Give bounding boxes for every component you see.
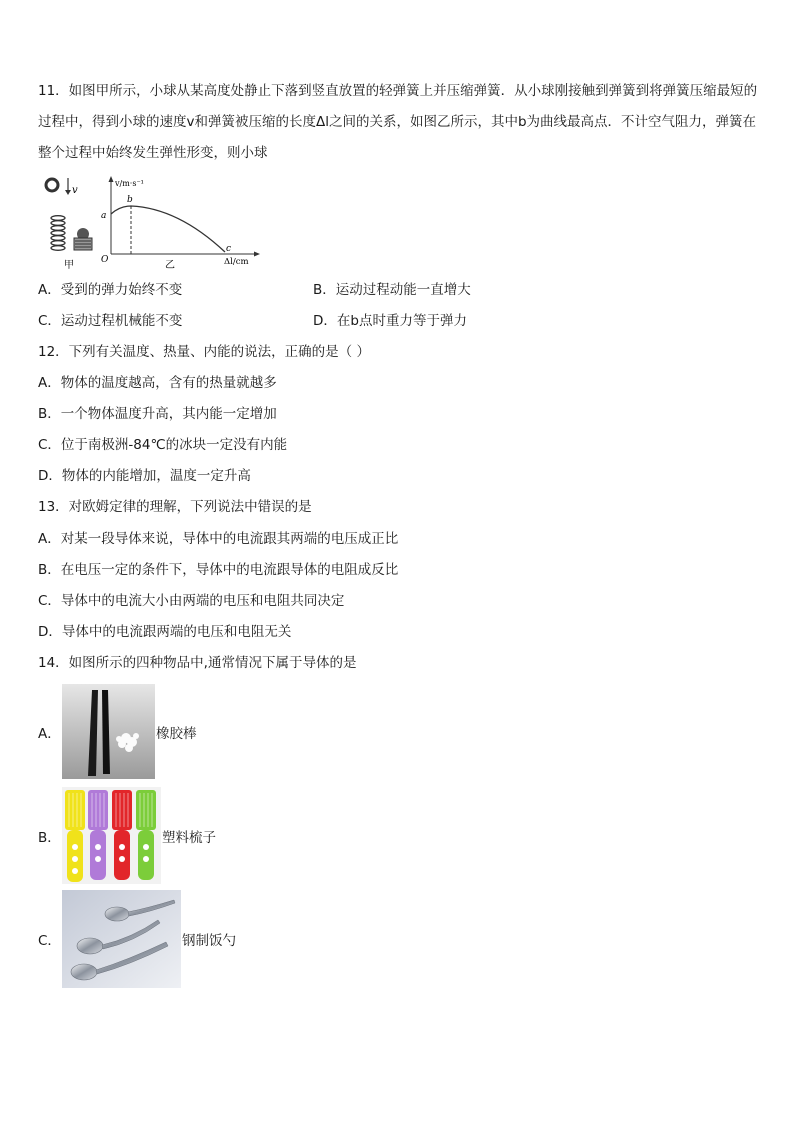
y-axis-label: v/m·s⁻¹ xyxy=(115,179,144,188)
option-a-label: A． xyxy=(38,725,61,742)
question-13-option-d: D．导体中的电流跟两端的电压和电阻无关 xyxy=(38,624,292,640)
question-11-option-a: A．受到的弹力始终不变 xyxy=(38,282,183,298)
question-13-option-a: A．对某一段导体来说，导体中的电流跟其两端的电压成正比 xyxy=(38,531,399,547)
spoon-bowl-2 xyxy=(71,964,97,980)
question-12-option-c: C．位于南极洲-84℃的冰块一定没有内能 xyxy=(38,437,288,453)
falling-ball xyxy=(46,179,58,191)
question-12-option-d: D．物体的内能增加，温度一定升高 xyxy=(38,468,251,484)
spring-coils xyxy=(51,216,65,251)
question-14-option-c xyxy=(38,890,236,988)
option-c-label: C． xyxy=(38,933,61,949)
figure-yi-graph xyxy=(101,176,260,271)
steel-spoon-image xyxy=(62,890,181,988)
point-a-label: a xyxy=(101,211,107,221)
origin-label: O xyxy=(101,255,109,265)
caption-yi: 乙 xyxy=(165,260,175,271)
question-12-option-b: B．一个物体温度升高，其内能一定增加 xyxy=(38,406,277,422)
option-b-label: B． xyxy=(38,829,61,846)
question-11-stem: 11．如图甲所示，小球从某高度处静止下落到竖直放置的轻弹簧上并压缩弹簧．从小球刚接触到弹簧到将弹簧压缩最短的过程中，得到小球的速度v和弹簧被压缩的长度Δl之间的关系，如图乙所示，其中b为曲线最高点．不计空气阻力，弹簧在整个过程中始终发生弹性形变，则小球 xyxy=(38,83,758,161)
rubber-rod-image xyxy=(62,684,155,779)
option-c-text: 钢制饭勺 xyxy=(182,933,236,949)
y-axis-arrow xyxy=(109,176,114,182)
spoon-bowl-1 xyxy=(77,938,103,954)
question-11-figure xyxy=(38,172,268,272)
caption-jia: 甲 xyxy=(64,260,74,271)
question-14-option-a xyxy=(38,684,197,779)
question-14-stem: 14．如图所示的四种物品中,通常情况下属于导体的是 xyxy=(38,655,357,671)
question-13-option-b: B．在电压一定的条件下，导体中的电流跟导体的电阻成反比 xyxy=(38,562,399,578)
option-a-text: 橡胶棒 xyxy=(156,725,197,742)
comb-red xyxy=(112,790,132,880)
question-11-option-b: B．运动过程动能一直增大 xyxy=(313,282,471,298)
question-13-option-c: C．导体中的电流大小由两端的电压和电阻共同决定 xyxy=(38,593,345,609)
option-b-text: 塑料梳子 xyxy=(162,829,216,846)
question-11-option-c: C．运动过程机械能不变 xyxy=(38,313,183,329)
question-12-stem: 12．下列有关温度、热量、内能的说法，正确的是（ ） xyxy=(38,344,370,360)
figure-jia xyxy=(46,178,92,271)
x-axis-label: Δl/cm xyxy=(224,257,249,267)
question-13-stem: 13．对欧姆定律的理解，下列说法中错误的是 xyxy=(38,499,312,515)
comb-green xyxy=(136,790,156,880)
velocity-curve xyxy=(111,206,225,252)
comb-purple xyxy=(88,790,108,880)
compressed-spring xyxy=(74,228,92,250)
question-12-option-a: A．物体的温度越高，含有的热量就越多 xyxy=(38,375,277,391)
velocity-arrow-head xyxy=(65,190,71,195)
x-axis-arrow xyxy=(254,252,260,257)
point-c-label: c xyxy=(226,244,232,254)
point-b-label: b xyxy=(127,195,133,205)
question-14-option-b xyxy=(38,787,216,884)
plastic-comb-image xyxy=(62,787,161,884)
question-11-option-d: D．在b点时重力等于弹力 xyxy=(313,313,467,329)
velocity-label: v xyxy=(72,185,78,196)
